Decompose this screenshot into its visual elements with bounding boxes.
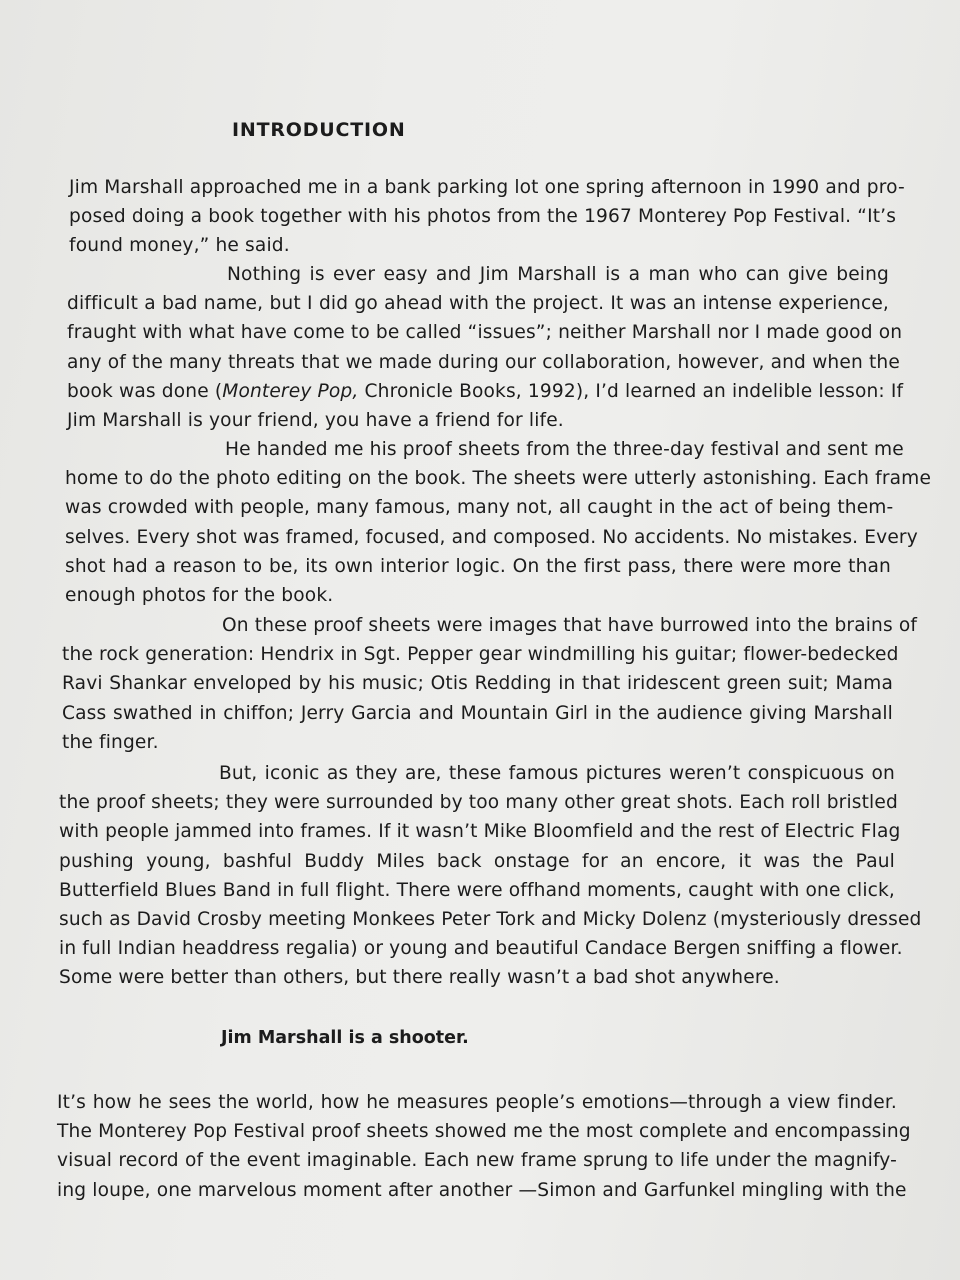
text-line: in full Indian headdress regalia) or young and beautiful Candace Bergen sniffing a flower.	[59, 938, 903, 960]
text-line: fraught with what have come to be called “issues”; neither Marshall nor I made good on	[67, 322, 903, 344]
text-line: visual record of the event imaginable. Each new frame sprung to life under the magnify-	[57, 1150, 897, 1172]
paragraph-1	[69, 173, 905, 261]
paragraph-2	[67, 260, 904, 435]
paragraph-5	[59, 759, 922, 993]
text-line: Ravi Shankar enveloped by his music; Otis Redding in that iridescent green suit; Mama	[62, 673, 893, 695]
book-title-italic: Monterey Pop,	[222, 380, 359, 402]
text-line: was crowded with people, many famous, many not, all caught in the act of being them-	[65, 497, 894, 519]
text-line: home to do the photo editing on the book. The sheets were utterly astonishing. Each frame	[65, 468, 932, 490]
text-line: But, iconic as they are, these famous pictures weren’t conspicuous on	[219, 763, 895, 784]
text-line: Some were better than others, but there really wasn’t a bad shot anywhere.	[59, 967, 780, 989]
line-text: book was done (	[67, 380, 223, 402]
text-line: with people jammed into frames. If it wasn’t Mike Bloomfield and the rest of Electric Flag	[59, 821, 901, 843]
text-line: posed doing a book together with his photos from the 1967 Monterey Pop Festival. “It’s	[69, 206, 897, 228]
text-line: selves. Every shot was framed, focused, and composed. No accidents. No mistakes. Every	[65, 526, 918, 548]
text-line: shot had a reason to be, its own interior logic. On the first pass, there were more than	[65, 555, 891, 577]
text-line: On these proof sheets were images that have burrowed into the brains of	[222, 615, 918, 636]
text-line: difficult a bad name, but I did go ahead with the project. It was an intense experience,	[67, 293, 889, 315]
text-line: the finger.	[62, 731, 159, 753]
text-line	[67, 377, 904, 406]
text-line: such as David Crosby meeting Monkees Peter Tork and Micky Dolenz (mysteriously dressed	[59, 909, 922, 931]
text-line: the proof sheets; they were surrounded by too many other great shots. Each roll bristled	[59, 792, 898, 814]
text-line: Butterfield Blues Band in full flight. There were offhand moments, caught with one click,	[59, 879, 895, 901]
paragraph-4	[62, 611, 918, 757]
text-line: Jim Marshall approached me in a bank parking lot one spring afternoon in 1990 and pro-	[69, 177, 905, 198]
chapter-heading: INTRODUCTION	[232, 119, 406, 141]
text-line: found money,” he said.	[69, 235, 290, 257]
text-line: It’s how he sees the world, how he measures people’s emotions—through a view finder.	[57, 1092, 897, 1113]
text-line: any of the many threats that we made during our collaboration, however, and when the	[67, 351, 900, 373]
paragraph-6	[57, 1088, 911, 1205]
text-line: the rock generation: Hendrix in Sgt. Pepper gear windmilling his guitar; flower-bedecked	[62, 644, 899, 666]
text-line: Nothing is ever easy and Jim Marshall is a man who can give being	[227, 264, 889, 285]
subheading: Jim Marshall is a shooter.	[221, 1028, 469, 1048]
text-line: enough photos for the book.	[65, 585, 334, 607]
text-line: pushing young, bashful Buddy Miles back onstage for an encore, it was the Paul	[59, 850, 895, 872]
text-line: The Monterey Pop Festival proof sheets showed me the most complete and encompassing	[57, 1121, 911, 1143]
text-line: He handed me his proof sheets from the three-day festival and sent me	[225, 439, 904, 460]
line-text: Chronicle Books, 1992), I’d learned an indelible lesson: If	[358, 380, 904, 402]
text-line: ing loupe, one marvelous moment after another —Simon and Garfunkel mingling with the	[57, 1179, 907, 1201]
paragraph-3	[65, 435, 932, 610]
text-line: Jim Marshall is your friend, you have a friend for life.	[67, 410, 564, 432]
text-line: Cass swathed in chiffon; Jerry Garcia and Mountain Girl in the audience giving Marshall	[62, 702, 893, 724]
